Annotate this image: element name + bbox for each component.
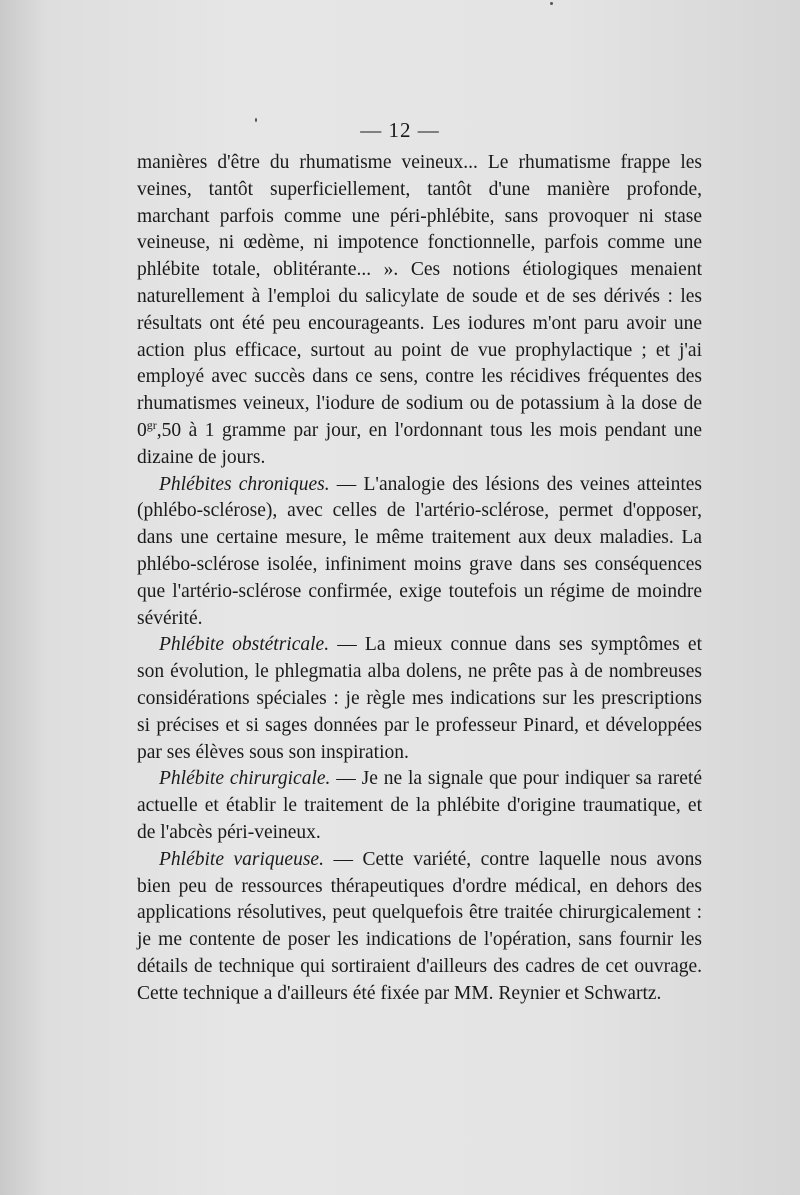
section-text: — Je ne la signale que pour indiquer sa rareté actuelle et établir le traitement de la phlébite d'origine traumatique, et de l'abcès péri-veineux.: [137, 768, 702, 843]
paragraph-text: manières d'être du rhumatisme veineux... Le rhumatisme frappe les veines, tantôt superficiellement, tantôt d'une manière profonde, marchant parfois comme une péri-phlébite, sans provoquer ni stase veineuse, ni œdème, ni impotence fonctionnelle, parfois comme une phlébite totale, oblitérante... ». Ces notions étiologiques menaient naturellement à l'emploi du salicylate de soude et de ses dérivés : les résultats ont été peu encourageants. Les iodures m'ont paru avoir une action plus efficace, surtout au point de vue prophylactique ; et j'ai employé avec succès dans ce sens, contre les récidives fréquentes des rhumatismes veineux, l'iodure de sodium ou de potassium à la dose de 0: [137, 152, 702, 441]
paragraph-continuation: [137, 150, 702, 472]
section-phlebite-chirurgicale: [137, 766, 702, 846]
body-text: [137, 150, 702, 1008]
section-phlebite-variqueuse: [137, 847, 702, 1008]
scan-speck: [550, 2, 553, 5]
page-number: — 12 —: [360, 118, 440, 142]
section-text: — L'analogie des lésions des veines atteintes (phlébo-sclérose), avec celles de l'artério-sclérose, permet d'opposer, dans une certaine mesure, le même traitement aux deux maladies. La phlébo-sclérose isolée, infiniment moins grave dans ses conséquences que l'artério-sclérose confirmée, exige toutefois un régime de moindre sévérité.: [137, 473, 703, 629]
section-heading: Phlébites chroniques.: [159, 473, 330, 495]
section-phlebites-chroniques: [137, 472, 702, 633]
section-phlebite-obstetricale: [137, 632, 702, 766]
section-heading: Phlébite variqueuse.: [159, 848, 324, 870]
paragraph-text-end: ,50 à 1 gramme par jour, en l'ordonnant tous les mois pendant une dizaine de jours.: [137, 419, 702, 468]
section-text: — La mieux connue dans ses symptômes et son évolution, le phlegmatia alba dolens, ne prête pas à de nombreuses considérations spéciales : je règle mes indications sur les prescriptions si précises et si sages données par le professeur Pinard, et développées par ses élèves sous son inspiration.: [137, 634, 702, 763]
unit-superscript: gr: [146, 417, 157, 432]
section-heading: Phlébite obstétricale.: [159, 634, 330, 656]
section-heading: Phlébite chirurgicale.: [159, 768, 331, 790]
section-text: — Cette variété, contre laquelle nous avons bien peu de ressources thérapeutiques d'ordre médical, en dehors des applications résolutives, peut quelquefois être traitée chirurgicalement : je me contente de poser les indications de l'opération, sans fournir les détails de technique qui sortiraient d'ailleurs des cadres de cet ouvrage. Cette technique a d'ailleurs été fixée par MM. Reynier et Schwartz.: [137, 848, 703, 1004]
